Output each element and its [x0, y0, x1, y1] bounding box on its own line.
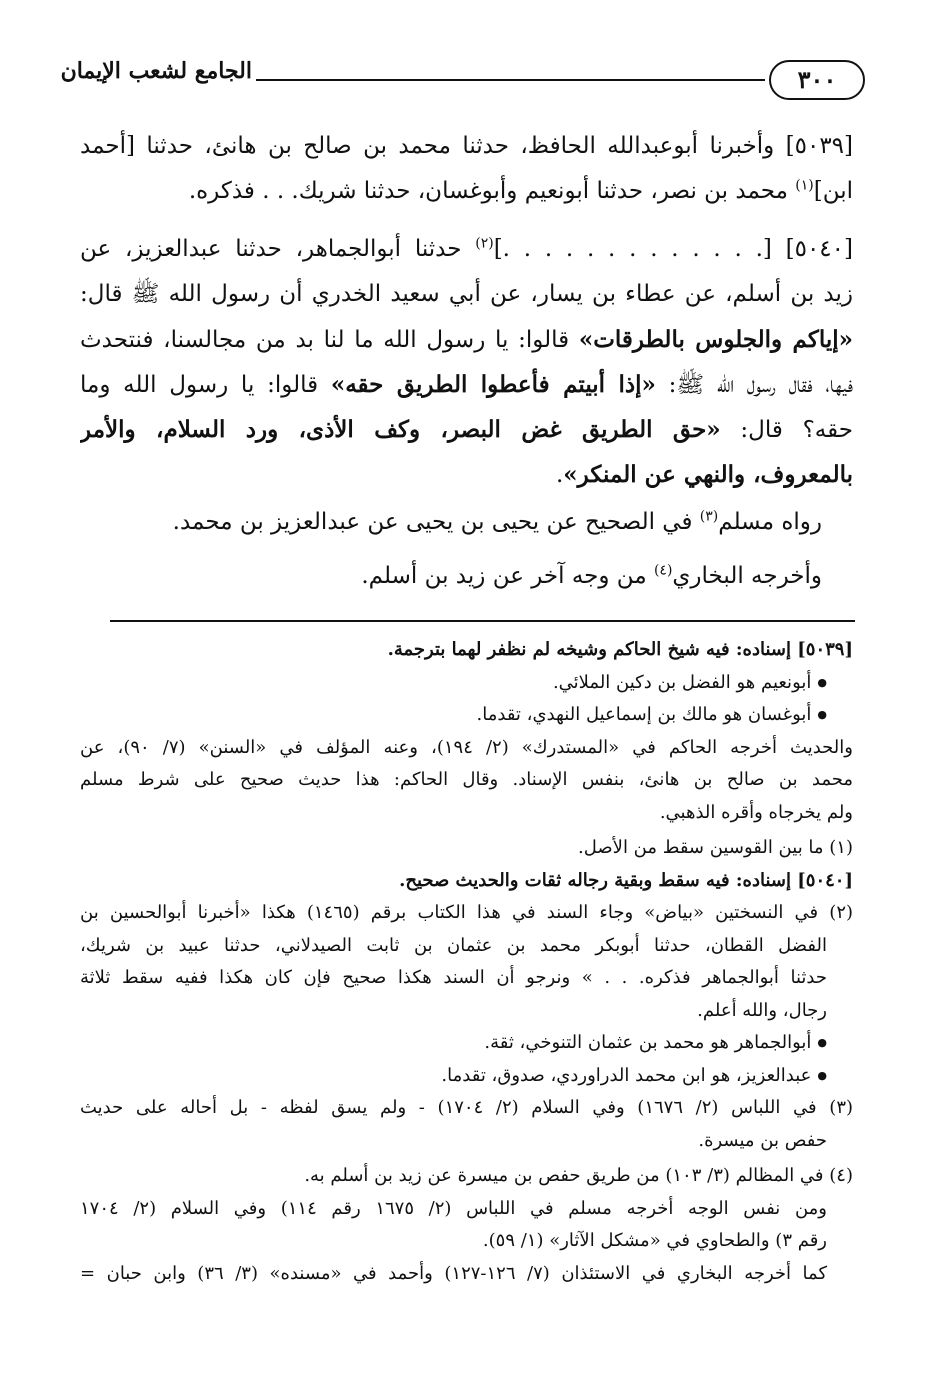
- book-title: الجامع لشعب الإيمان: [60, 58, 252, 84]
- hadith-5040-line-1: [80, 227, 853, 272]
- text-run: حدثنا أبوالجماهر، حدثنا عبدالعزيز، عن: [80, 236, 476, 262]
- riwaya-bukhari: [80, 554, 822, 599]
- hadith-5040-line-3: [80, 317, 853, 362]
- footnote-line: [٥٠٣٩] إسناده: فيه شيخ الحاكم وشيخه لم نظفر لهما بترجمة.: [387, 639, 853, 660]
- footnote-line: رجال، والله أعلم.: [697, 999, 827, 1021]
- text-run: ابن]: [813, 178, 853, 204]
- riwaya-muslim: [80, 500, 822, 545]
- footnote-separator: [110, 620, 855, 622]
- prophetic-quote: «إياكم والجلوس بالطرقات»: [578, 326, 853, 353]
- footnote-line: حدثنا أبوالجماهر فذكره. . . » ونرجو أن السند هكذا صحيح فإن كان هكذا ففيه سقط ثلاثة: [80, 967, 827, 988]
- header-rule: [256, 79, 765, 81]
- prophetic-quote: «حق الطريق غض البصر، وكف الأذى، ورد السلام، والأمر: [80, 416, 721, 443]
- footnote-line: رقم ٣) والطحاوي في «مشكل الآثار» (١/ ٥٩).: [482, 1230, 827, 1251]
- footnote-line: ومن نفس الوجه أخرجه مسلم في اللباس (٢/ ١٦٧٥ رقم ١١٤) وفي السلام (٢/ ١٧٠٤: [80, 1197, 827, 1219]
- hadith-5040: [80, 227, 853, 497]
- footnote-bullet-item: ● أبوالجماهر هو محمد بن عثمان التنوخي، ثقة.: [80, 1027, 853, 1060]
- footnote-line: (١) ما بين القوسين سقط من الأصل.: [578, 837, 853, 858]
- riwaya-line-1: [80, 500, 822, 545]
- footnote-line: كما أخرجه البخاري في الاستئذان (٧/ ١٢٦-١٢٧) وأحمد في «مسنده» (٣/ ٣٦) وابن حبان =: [80, 1262, 828, 1284]
- text-run: قالوا: يا رسول الله ما لنا بد من مجالسنا، فنتحدث: [80, 327, 579, 353]
- hadith-5039-line-1: [٥٠٣٩] وأخبرنا أبوعبدالله الحافظ، حدثنا محمد بن صالح بن هانئ، حدثنا [أحمد: [80, 133, 853, 159]
- footnotes: [80, 634, 853, 1290]
- footnote-line: محمد بن صالح بن هانئ، بنفس الإسناد. وقال الحاكم: هذا حديث صحيح على شرط مسلم: [80, 769, 853, 790]
- footnote-line: والحديث أخرجه الحاكم في «المستدرك» (٢/ ١٩٤)، وعنه المؤلف في «السنن» (٧/ ٩٠)، عن: [80, 736, 853, 758]
- hadith-5040-line-5: [80, 407, 853, 452]
- footnote-line: ولم يخرجاه وأقره الذهبي.: [659, 801, 853, 823]
- text-run: فيها، فقال رسول الله ﷺ:: [655, 372, 853, 398]
- footnote-line: (٢) في النسختين «بياض» وجاء السند في هذا الكتاب برقم (١٤٦٥) هكذا «أخبرنا أبوالحسين بن: [80, 902, 853, 923]
- footnote-line: حفص بن ميسرة.: [698, 1129, 827, 1151]
- text-run: قالوا: يا رسول الله وما: [80, 372, 331, 398]
- riwaya-line-2: [80, 554, 822, 599]
- text-run: حقه؟ قال:: [720, 417, 853, 443]
- page-header: [60, 52, 865, 104]
- prophetic-quote: بالمعروف، والنهي عن المنكر»: [563, 461, 853, 488]
- text-run: في الصحيح عن يحيى بن يحيى عن عبدالعزيز بن محمد.: [172, 509, 700, 535]
- text-run: من وجه آخر عن زيد بن أسلم.: [361, 563, 654, 589]
- hadith-5040-line-6: [80, 452, 853, 497]
- footnote-line: (٤) في المظالم (٣/ ١٠٣) من طريق حفص بن ميسرة عن زيد بن أسلم به.: [304, 1165, 853, 1186]
- text-run: [٥٠٤٠] [. . . . . . . . . . . . .]: [493, 236, 853, 262]
- text-run: رواه مسلم: [718, 509, 822, 535]
- footnote-bullet-item: ● عبدالعزيز، هو ابن محمد الدراوردي، صدوق، تقدما.: [80, 1060, 853, 1093]
- hadith-5039: [80, 124, 853, 214]
- footnote-ref: (١): [795, 177, 814, 194]
- footnote-bullet-item: ● أبونعيم هو الفضل بن دكين الملائي.: [80, 667, 853, 700]
- footnote-ref: (٢): [475, 235, 494, 252]
- prophetic-quote: «إذا أبيتم فأعطوا الطريق حقه»: [330, 371, 656, 398]
- footnote-ref: (٣): [699, 508, 719, 525]
- footnote-ref: (٤): [653, 562, 673, 579]
- hadith-5040-line-4: [80, 362, 853, 407]
- page-number: ٣٠٠: [769, 60, 865, 100]
- text-run: محمد بن نصر، حدثنا أبونعيم وأبوغسان، حدثنا شريك. . . فذكره.: [188, 178, 796, 204]
- text-run: .: [555, 462, 564, 488]
- text-run: وأخرجه البخاري: [672, 563, 822, 589]
- footnote-bullet-item: ● أبوغسان هو مالك بن إسماعيل النهدي، تقدما.: [80, 699, 853, 732]
- footnote-line: (٣) في اللباس (٢/ ١٦٧٦) وفي السلام (٢/ ١٧٠٤) - ولم يسق لفظه - بل أحاله على حديث: [80, 1097, 853, 1118]
- hadith-5039-line-2: [80, 169, 853, 214]
- hadith-5040-line-2: زيد بن أسلم، عن عطاء بن يسار، عن أبي سعيد الخدري أن رسول الله ﷺ قال:: [80, 281, 853, 307]
- footnote-line: [٥٠٤٠] إسناده: فيه سقط وبقية رجاله ثقات والحديث صحيح.: [399, 869, 853, 891]
- footnote-line: الفضل القطان، حدثنا أبوبكر محمد بن عثمان بن ثابت الصيدلاني، حدثنا عبيد بن شريك،: [80, 934, 827, 956]
